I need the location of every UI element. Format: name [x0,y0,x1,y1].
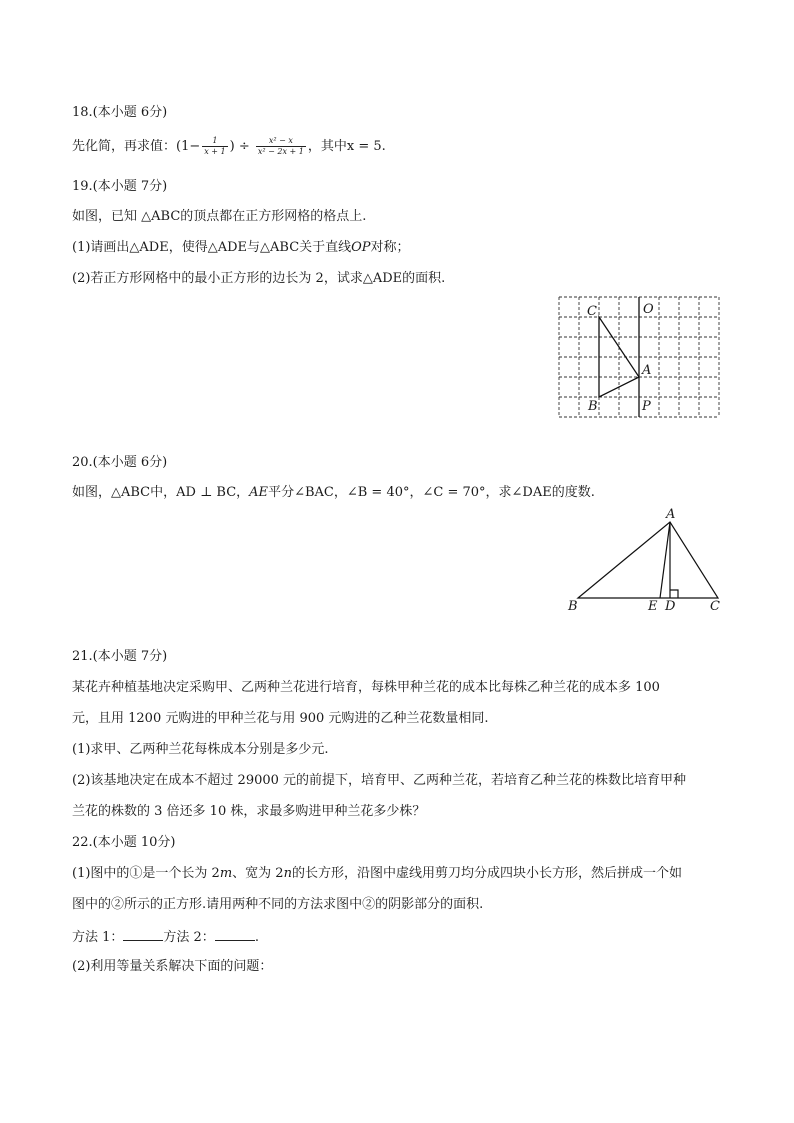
methods-end: . [254,930,259,945]
q22-var-n: n [283,866,292,881]
q22-part2: (2)利用等量关系解决下面的问题： [72,959,273,974]
q18-header: 18.(本小题 6分) [72,105,168,120]
segment-ae [660,522,670,598]
q19-part1-b: 对称； [370,240,410,255]
q19-line-op: OP [351,240,371,255]
label-b: B [588,399,598,414]
q19-part1 [72,241,410,254]
q22-methods [72,929,259,944]
method1-blank[interactable] [123,929,163,941]
q22-var-m: m [219,866,233,881]
label-d: D [665,599,676,614]
q18-text [72,137,386,156]
label-a: A [666,507,676,522]
q20-text-a: 如图，△ABC中，AD ⊥ BC， [72,485,250,500]
q22-header: 22.(本小题 10分) [72,835,176,850]
q20-text-b: 平分∠BAC，∠B = 40°，∠C = 70°，求∠DAE的度数. [268,485,595,500]
q19-header: 19.(本小题 7分) [72,179,168,194]
q18-fraction-2 [256,137,306,156]
q18-suffix: ，其中x = 5. [307,139,386,154]
q18-frac2-num: x² − x [256,137,306,147]
q20-text [72,486,595,499]
q22-p1-b: 、宽为 2 [232,866,284,881]
q22-part1-line1 [72,867,682,880]
q20-var-ae: AE [249,485,269,500]
label-c: C [710,599,720,614]
q21-part1: (1)求甲、乙两种兰花每株成本分别是多少元. [72,742,329,757]
q18-fraction-1 [202,137,227,156]
label-p: P [642,399,651,414]
q21-line2: 元，且用 1200 元购进的甲种兰花与用 900 元购进的乙种兰花数量相同. [72,711,489,726]
q18-prefix: 先化简，再求值：(1− [72,139,201,154]
triangle-abc [578,522,718,598]
q18-frac1-den: x + 1 [204,147,226,156]
label-c: C [587,304,597,319]
q18-frac2-den: x² − 2x + 1 [257,147,304,156]
q19-intro: 如图，已知 △ABC的顶点都在正方形网格的格点上. [72,209,367,224]
label-b: B [568,599,578,614]
method2-blank[interactable] [215,929,255,941]
q19-part2: (2)若正方形网格中的最小正方形的边长为 2，试求△ADE的面积. [72,271,446,286]
q18-frac1-num: 1 [202,137,227,147]
label-e: E [648,599,658,614]
q22-p1-c: 的长方形，沿图中虚线用剪刀均分成四块小长方形，然后拼成一个如 [291,866,682,881]
q21-header: 21.(本小题 7分) [72,649,168,664]
q21-line1: 某花卉种植基地决定采购甲、乙两种兰花进行培育，每株甲种兰花的成本比每株乙种兰花的成本多 100 [72,680,660,695]
q19-grid-figure [550,292,730,422]
q18-operator: ) ÷ [229,139,254,154]
q20-header: 20.(本小题 6分) [72,455,168,470]
q22-part1-line2: 图中的②所示的正方形.请用两种不同的方法求图中②的阴影部分的面积. [72,897,484,912]
label-o: O [643,302,654,317]
right-angle-mark [670,590,678,598]
method1-label: 方法 1： [72,930,124,945]
q19-part1-a: (1)请画出△ADE，使得△ADE与△ABC关于直线 [72,240,352,255]
method2-label: 方法 2： [163,930,215,945]
label-a: A [642,363,652,378]
q21-part2-line2: 兰花的株数的 3 倍还多 10 株，求最多购进甲种兰花多少株？ [72,804,426,819]
q22-p1-a: (1)图中的①是一个长为 2 [72,866,220,881]
q20-triangle-figure [560,506,730,616]
q21-part2-line1: (2)该基地决定在成本不超过 29000 元的前提下，培育甲、乙两种兰花，若培育乙种兰花的株数比培育甲种 [72,773,687,788]
